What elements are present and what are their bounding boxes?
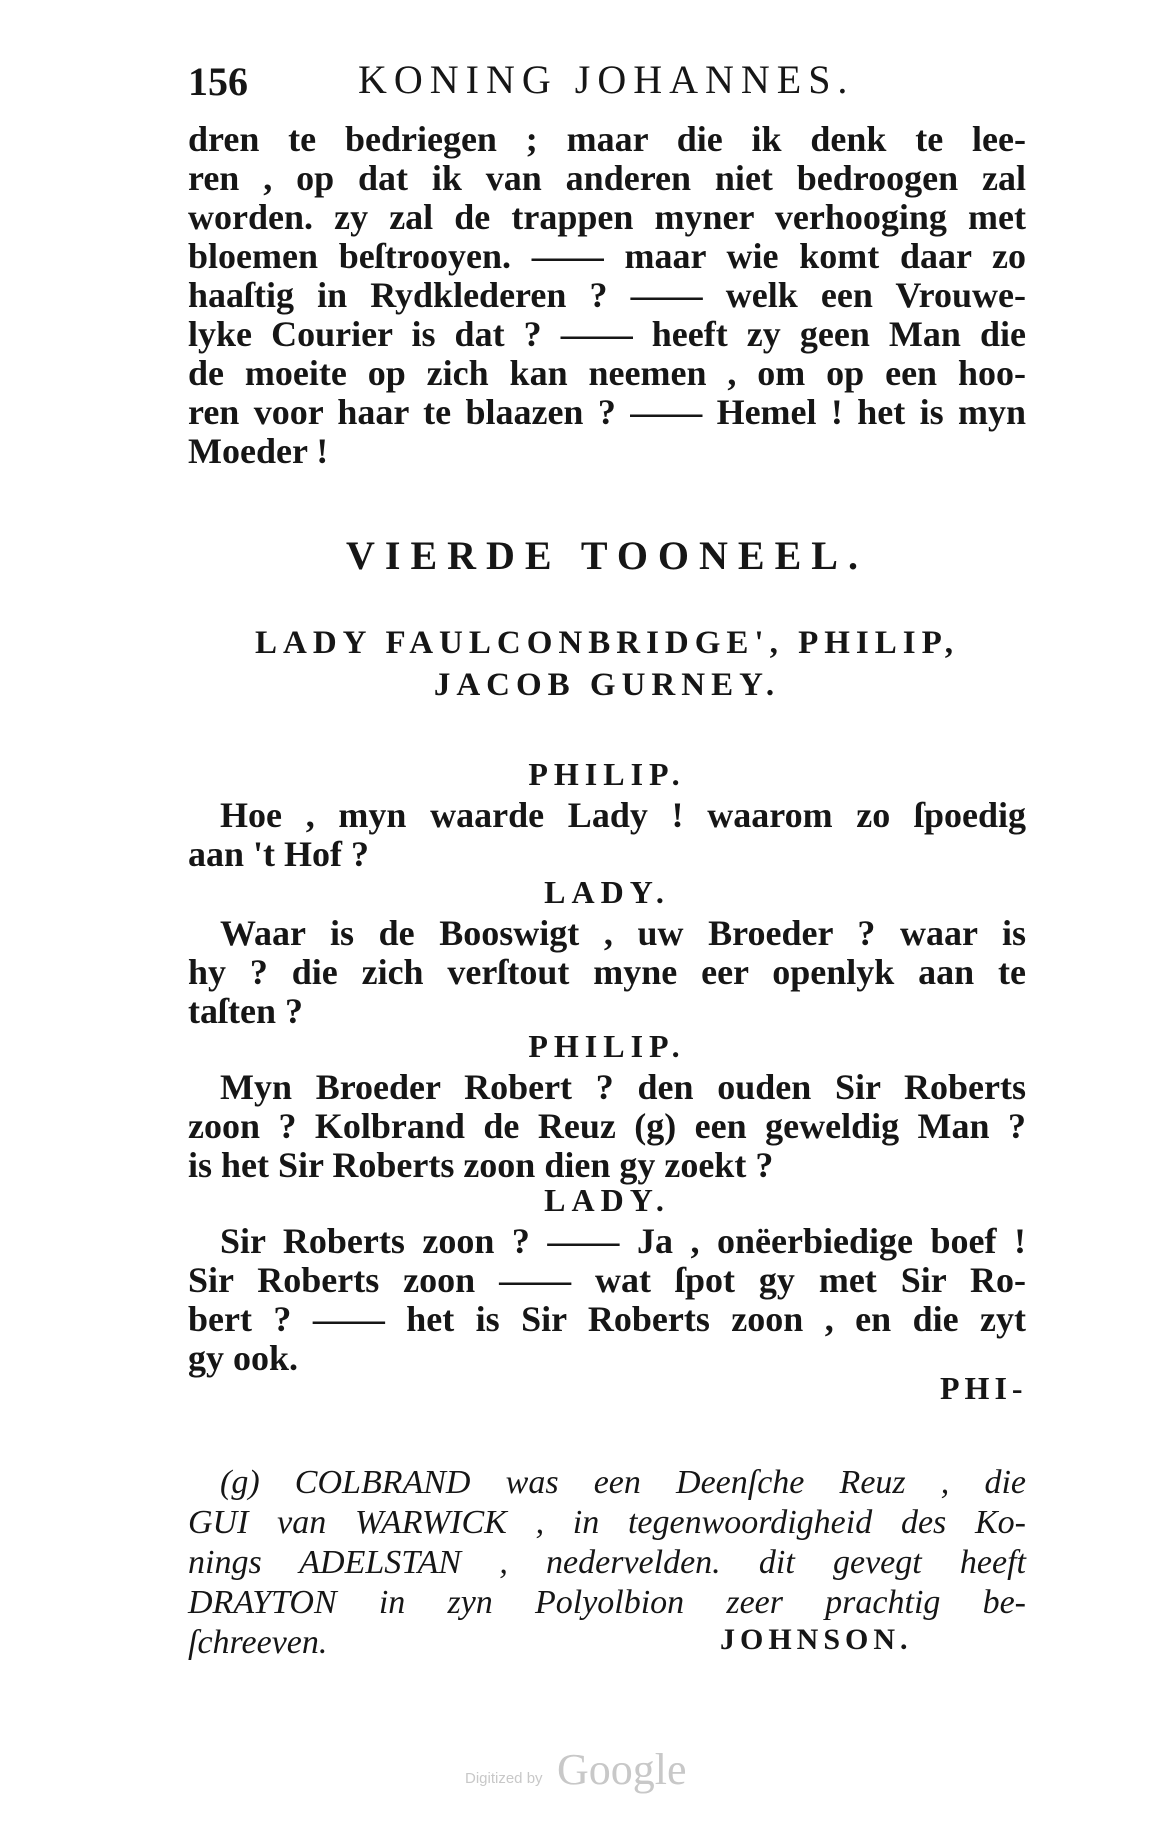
cast-list — [188, 622, 1026, 706]
opening-paragraph — [188, 120, 1026, 471]
digitized-watermark — [465, 1745, 705, 1800]
running-title: KONING JOHANNES. — [358, 57, 855, 102]
paragraph-line: bloemen beſtrooyen. —— maar wie komt daar zo — [188, 236, 1026, 276]
footnote-line: nings ADELSTAN , nedervelden. dit gevegt heeft — [188, 1544, 1026, 1581]
speech-line: Waar is de Booswigt , uw Broeder ? waar is — [220, 913, 1026, 953]
page-header — [188, 52, 888, 102]
speech-line: Sir Roberts zoon ? —— Ja , onëerbiedige boef ! — [220, 1221, 1026, 1261]
speech-line: aan 't Hof ? — [188, 834, 370, 874]
speech — [188, 796, 1026, 874]
paragraph-line: lyke Courier is dat ? —— heeft zy geen Man die — [188, 314, 1026, 354]
scene-title: VIERDE TOONEEL. — [346, 533, 868, 578]
paragraph-line: ren , op dat ik van anderen niet bedroogen zal — [188, 158, 1026, 198]
speaker-name: LADY. — [544, 1182, 670, 1218]
speech-line: taſten ? — [188, 991, 303, 1031]
speech — [188, 914, 1026, 1031]
paragraph-line: haaſtig in Rydklederen ? —— welk een Vrouwe- — [188, 275, 1026, 315]
speaker-name: PHILIP. — [528, 756, 686, 792]
speaker-name: PHILIP. — [528, 1028, 686, 1064]
catchword: PHI- — [940, 1370, 1028, 1406]
watermark-prefix: Digitized by — [465, 1770, 543, 1787]
page-number: 156 — [188, 59, 248, 104]
speech-line: gy ook. — [188, 1338, 299, 1378]
footnote-line: DRAYTON in zyn Polyolbion zeer prachtig be- — [188, 1584, 1026, 1621]
speech-line: Sir Roberts zoon —— wat ſpot gy met Sir Ro- — [188, 1260, 1026, 1300]
footnote-signature: JOHNSON. — [720, 1623, 913, 1656]
speech-line: is het Sir Roberts zoon dien gy zoekt ? — [188, 1145, 774, 1185]
footnote-line: (g) COLBRAND was een Deenſche Reuz , die — [220, 1464, 1026, 1501]
cast-line: LADY FAULCONBRIDGE', PHILIP, — [254, 625, 959, 661]
paragraph-line: de moeite op zich kan neemen , om op een hoo- — [188, 353, 1026, 393]
footnote-line: GUI van WARWICK , in tegenwoordigheid des Ko- — [188, 1504, 1026, 1541]
speech-line: Myn Broeder Robert ? den ouden Sir Roberts — [220, 1067, 1026, 1107]
paragraph-line: ren voor haar te blaazen ? —— Hemel ! het is myn — [188, 392, 1026, 432]
cast-line: JACOB GURNEY. — [433, 667, 781, 703]
paragraph-line: Moeder ! — [188, 431, 329, 471]
speech — [188, 1222, 1026, 1378]
speech-line: hy ? die zich verſtout myne eer openlyk aan te — [188, 952, 1026, 992]
speech — [188, 1068, 1026, 1185]
speaker-name: LADY. — [544, 874, 670, 910]
speech-line: zoon ? Kolbrand de Reuz (g) een geweldig Man ? — [188, 1106, 1026, 1146]
google-logo: Google — [557, 1745, 687, 1794]
paragraph-line: dren te bedriegen ; maar die ik denk te lee- — [188, 119, 1026, 159]
speech-line: Hoe , myn waarde Lady ! waarom zo ſpoedig — [220, 795, 1026, 835]
footnote-line: ſchreeven. — [188, 1624, 328, 1661]
paragraph-line: worden. zy zal de trappen myner verhooging met — [188, 197, 1026, 237]
speech-line: bert ? —— het is Sir Roberts zoon , en die zyt — [188, 1299, 1026, 1339]
